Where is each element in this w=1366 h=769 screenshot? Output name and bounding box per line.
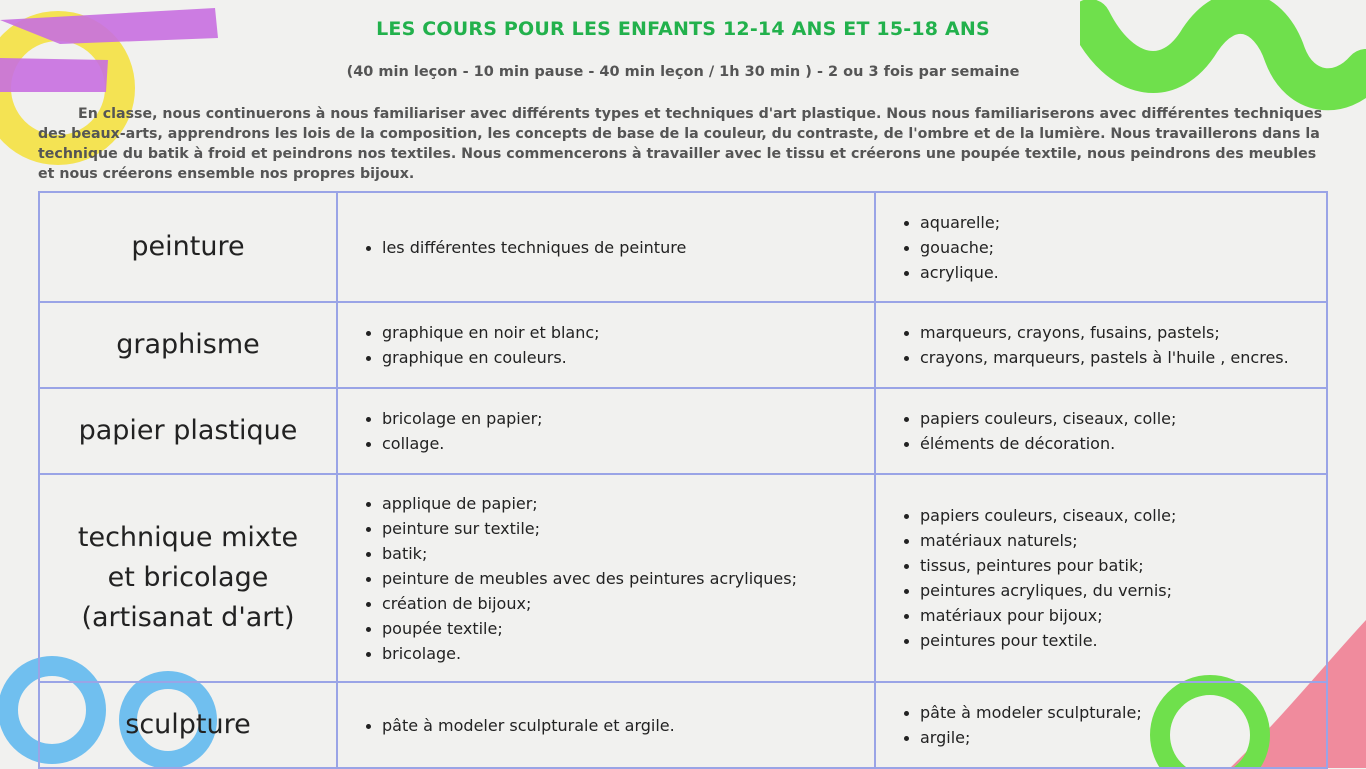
subject-cell: peinture <box>39 192 337 302</box>
list-item: papiers couleurs, ciseaux, colle; <box>902 503 1326 528</box>
bullet-list <box>902 406 1326 456</box>
list-item: batik; <box>364 541 874 566</box>
list-item: gouache; <box>902 235 1326 260</box>
materials-cell <box>875 302 1327 388</box>
bullet-list <box>364 491 874 666</box>
topics-cell <box>337 474 875 682</box>
subject-line: (artisanat d'art) <box>81 602 295 633</box>
subject-cell: graphisme <box>39 302 337 388</box>
table-row <box>39 388 1327 474</box>
list-item: bricolage. <box>364 641 874 666</box>
subject-cell <box>39 474 337 682</box>
list-item: collage. <box>364 431 874 456</box>
list-item: aquarelle; <box>902 210 1326 235</box>
list-item: pâte à modeler sculpturale et argile. <box>364 713 874 738</box>
list-item: création de bijoux; <box>364 591 874 616</box>
page-title: LES COURS POUR LES ENFANTS 12-14 ANS ET 15-18 ANS <box>376 18 990 40</box>
list-item: matériaux naturels; <box>902 528 1326 553</box>
list-item: éléments de décoration. <box>902 431 1326 456</box>
materials-cell <box>875 192 1327 302</box>
bullet-list <box>902 320 1326 370</box>
list-item: pâte à modeler sculpturale; <box>902 700 1326 725</box>
schedule-subtitle: (40 min leçon - 10 min pause - 40 min leçon / 1h 30 min ) - 2 ou 3 fois par semaine <box>346 64 1020 80</box>
bullet-list <box>364 713 874 738</box>
list-item: bricolage en papier; <box>364 406 874 431</box>
subject-cell: papier plastique <box>39 388 337 474</box>
courses-table <box>38 191 1328 769</box>
table-row <box>39 474 1327 682</box>
list-item: tissus, peintures pour batik; <box>902 553 1326 578</box>
topics-cell <box>337 192 875 302</box>
list-item: applique de papier; <box>364 491 874 516</box>
list-item: peintures acryliques, du vernis; <box>902 578 1326 603</box>
intro-paragraph: En classe, nous continuerons à nous familiariser avec différents types et techniques d'art plastique. Nous nous familiariserons avec différentes techniques des beaux-arts, apprendrons les lois de la composition, les concepts de base de la couleur, du contraste, de l'ombre et de la lumière. Nous travaillerons dans la technique du batik à froid et peindrons nos textiles. Nous commencerons à travailler avec le tissu et créerons une poupée textile, nous peindrons des meubles et nous créerons ensemble nos propres bijoux. <box>38 106 1323 182</box>
subject-cell: sculpture <box>39 682 337 768</box>
bullet-list <box>364 235 874 260</box>
materials-cell <box>875 682 1327 768</box>
bullet-list <box>902 210 1326 285</box>
table-row <box>39 682 1327 768</box>
subject-line: technique mixte <box>77 522 299 553</box>
list-item: les différentes techniques de peinture <box>364 235 874 260</box>
list-item: crayons, marqueurs, pastels à l'huile , encres. <box>902 345 1326 370</box>
list-item: graphique en noir et blanc; <box>364 320 874 345</box>
table-row <box>39 192 1327 302</box>
topics-cell <box>337 388 875 474</box>
bullet-list <box>902 503 1326 653</box>
list-item: argile; <box>902 725 1326 750</box>
list-item: acrylique. <box>902 260 1326 285</box>
list-item: peintures pour textile. <box>902 628 1326 653</box>
topics-cell <box>337 302 875 388</box>
list-item: papiers couleurs, ciseaux, colle; <box>902 406 1326 431</box>
list-item: matériaux pour bijoux; <box>902 603 1326 628</box>
list-item: peinture de meubles avec des peintures acryliques; <box>364 566 874 591</box>
list-item: graphique en couleurs. <box>364 345 874 370</box>
list-item: peinture sur textile; <box>364 516 874 541</box>
list-item: marqueurs, crayons, fusains, pastels; <box>902 320 1326 345</box>
subject-line: et bricolage <box>107 562 269 593</box>
bullet-list <box>364 406 874 456</box>
materials-cell <box>875 388 1327 474</box>
materials-cell <box>875 474 1327 682</box>
bullet-list <box>364 320 874 370</box>
topics-cell <box>337 682 875 768</box>
table-row <box>39 302 1327 388</box>
list-item: poupée textile; <box>364 616 874 641</box>
bullet-list <box>902 700 1326 750</box>
